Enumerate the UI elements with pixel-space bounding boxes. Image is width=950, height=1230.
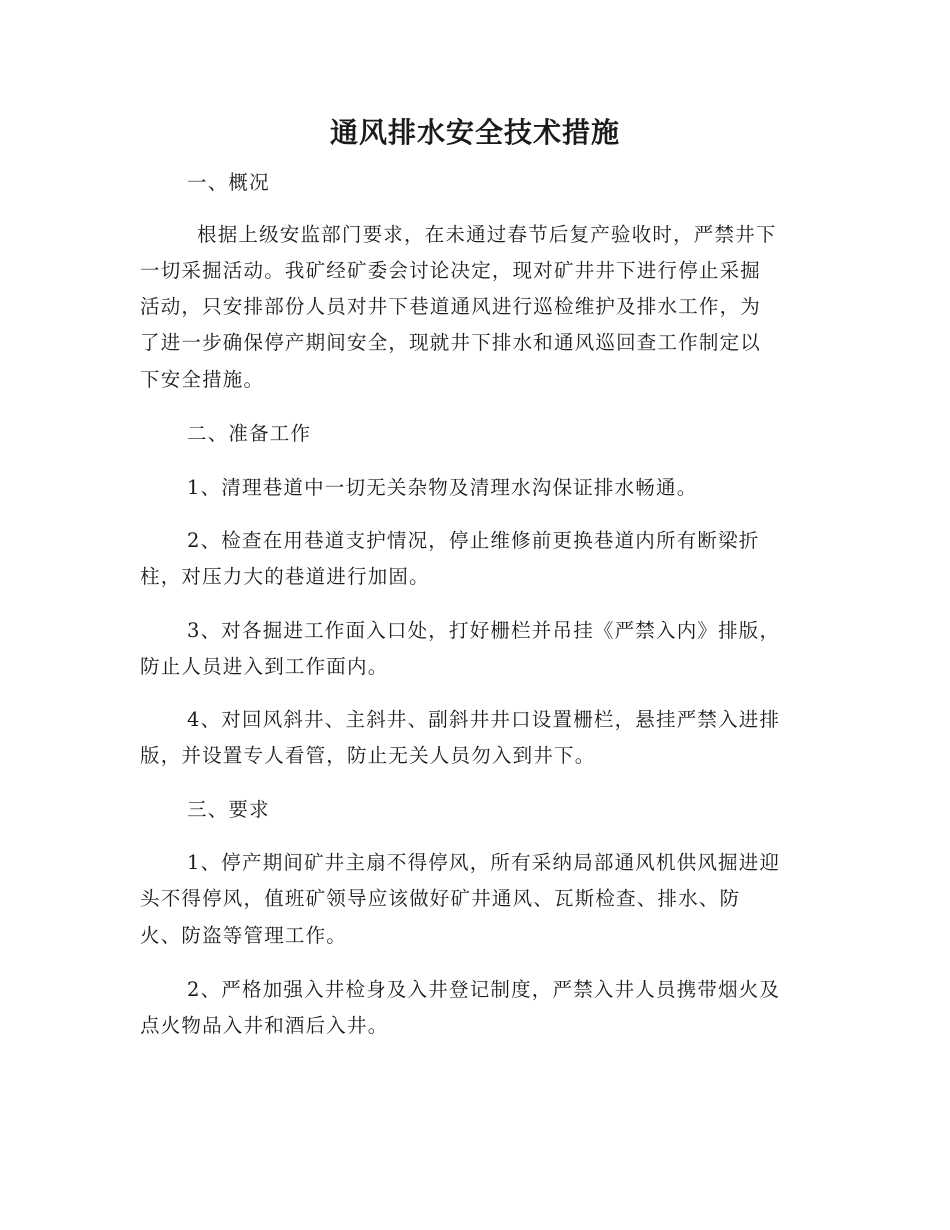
paragraph-line: 点火物品入井和酒后入井。 bbox=[140, 1014, 389, 1037]
paragraph-line: 3、对各掘进工作面入口处，打好栅栏并吊挂《严禁入内》排版， bbox=[187, 619, 781, 642]
paragraph-line: 了进一步确保停产期间安全，现就井下排水和通风巡回查工作制定以 bbox=[140, 331, 762, 354]
paragraph-line: 下安全措施。 bbox=[140, 368, 265, 391]
section-heading-requirements: 三、要求 bbox=[187, 798, 270, 821]
paragraph-line: 1、清理巷道中一切无关杂物及清理水沟保证排水畅通。 bbox=[187, 476, 698, 499]
document-title: 通风排水安全技术措施 bbox=[329, 116, 620, 149]
paragraph-line: 一切采掘活动。我矿经矿委会讨论决定，现对矿井井下进行停止采掘 bbox=[140, 259, 762, 282]
paragraph-line: 根据上级安监部门要求，在未通过春节后复产验收时，严禁井下 bbox=[197, 223, 777, 246]
section-heading-preparation: 二、准备工作 bbox=[187, 422, 312, 445]
paragraph-line: 柱，对压力大的巷道进行加固。 bbox=[140, 565, 430, 588]
paragraph-line: 2、检查在用巷道支护情况，停止维修前更换巷道内所有断梁折 bbox=[187, 529, 760, 552]
paragraph-line: 火、防盗等管理工作。 bbox=[140, 924, 348, 947]
paragraph-line: 1、停产期间矿井主扇不得停风，所有采纳局部通风机供风掘进迎 bbox=[187, 851, 781, 874]
section-heading-overview: 一、概况 bbox=[187, 171, 270, 194]
paragraph-line: 头不得停风，值班矿领导应该做好矿井通风、瓦斯检查、排水、防 bbox=[140, 887, 741, 910]
paragraph-line: 2、严格加强入井检身及入井登记制度，严禁入井人员携带烟火及 bbox=[187, 978, 781, 1001]
paragraph-line: 版，并设置专人看管，防止无关人员勿入到井下。 bbox=[140, 744, 596, 767]
paragraph-line: 防止人员进入到工作面内。 bbox=[140, 655, 389, 678]
paragraph-line: 活动，只安排部份人员对井下巷道通风进行巡检维护及排水工作，为 bbox=[140, 295, 762, 318]
paragraph-line: 4、对回风斜井、主斜井、副斜井井口设置栅栏，悬挂严禁入进排 bbox=[187, 708, 781, 731]
